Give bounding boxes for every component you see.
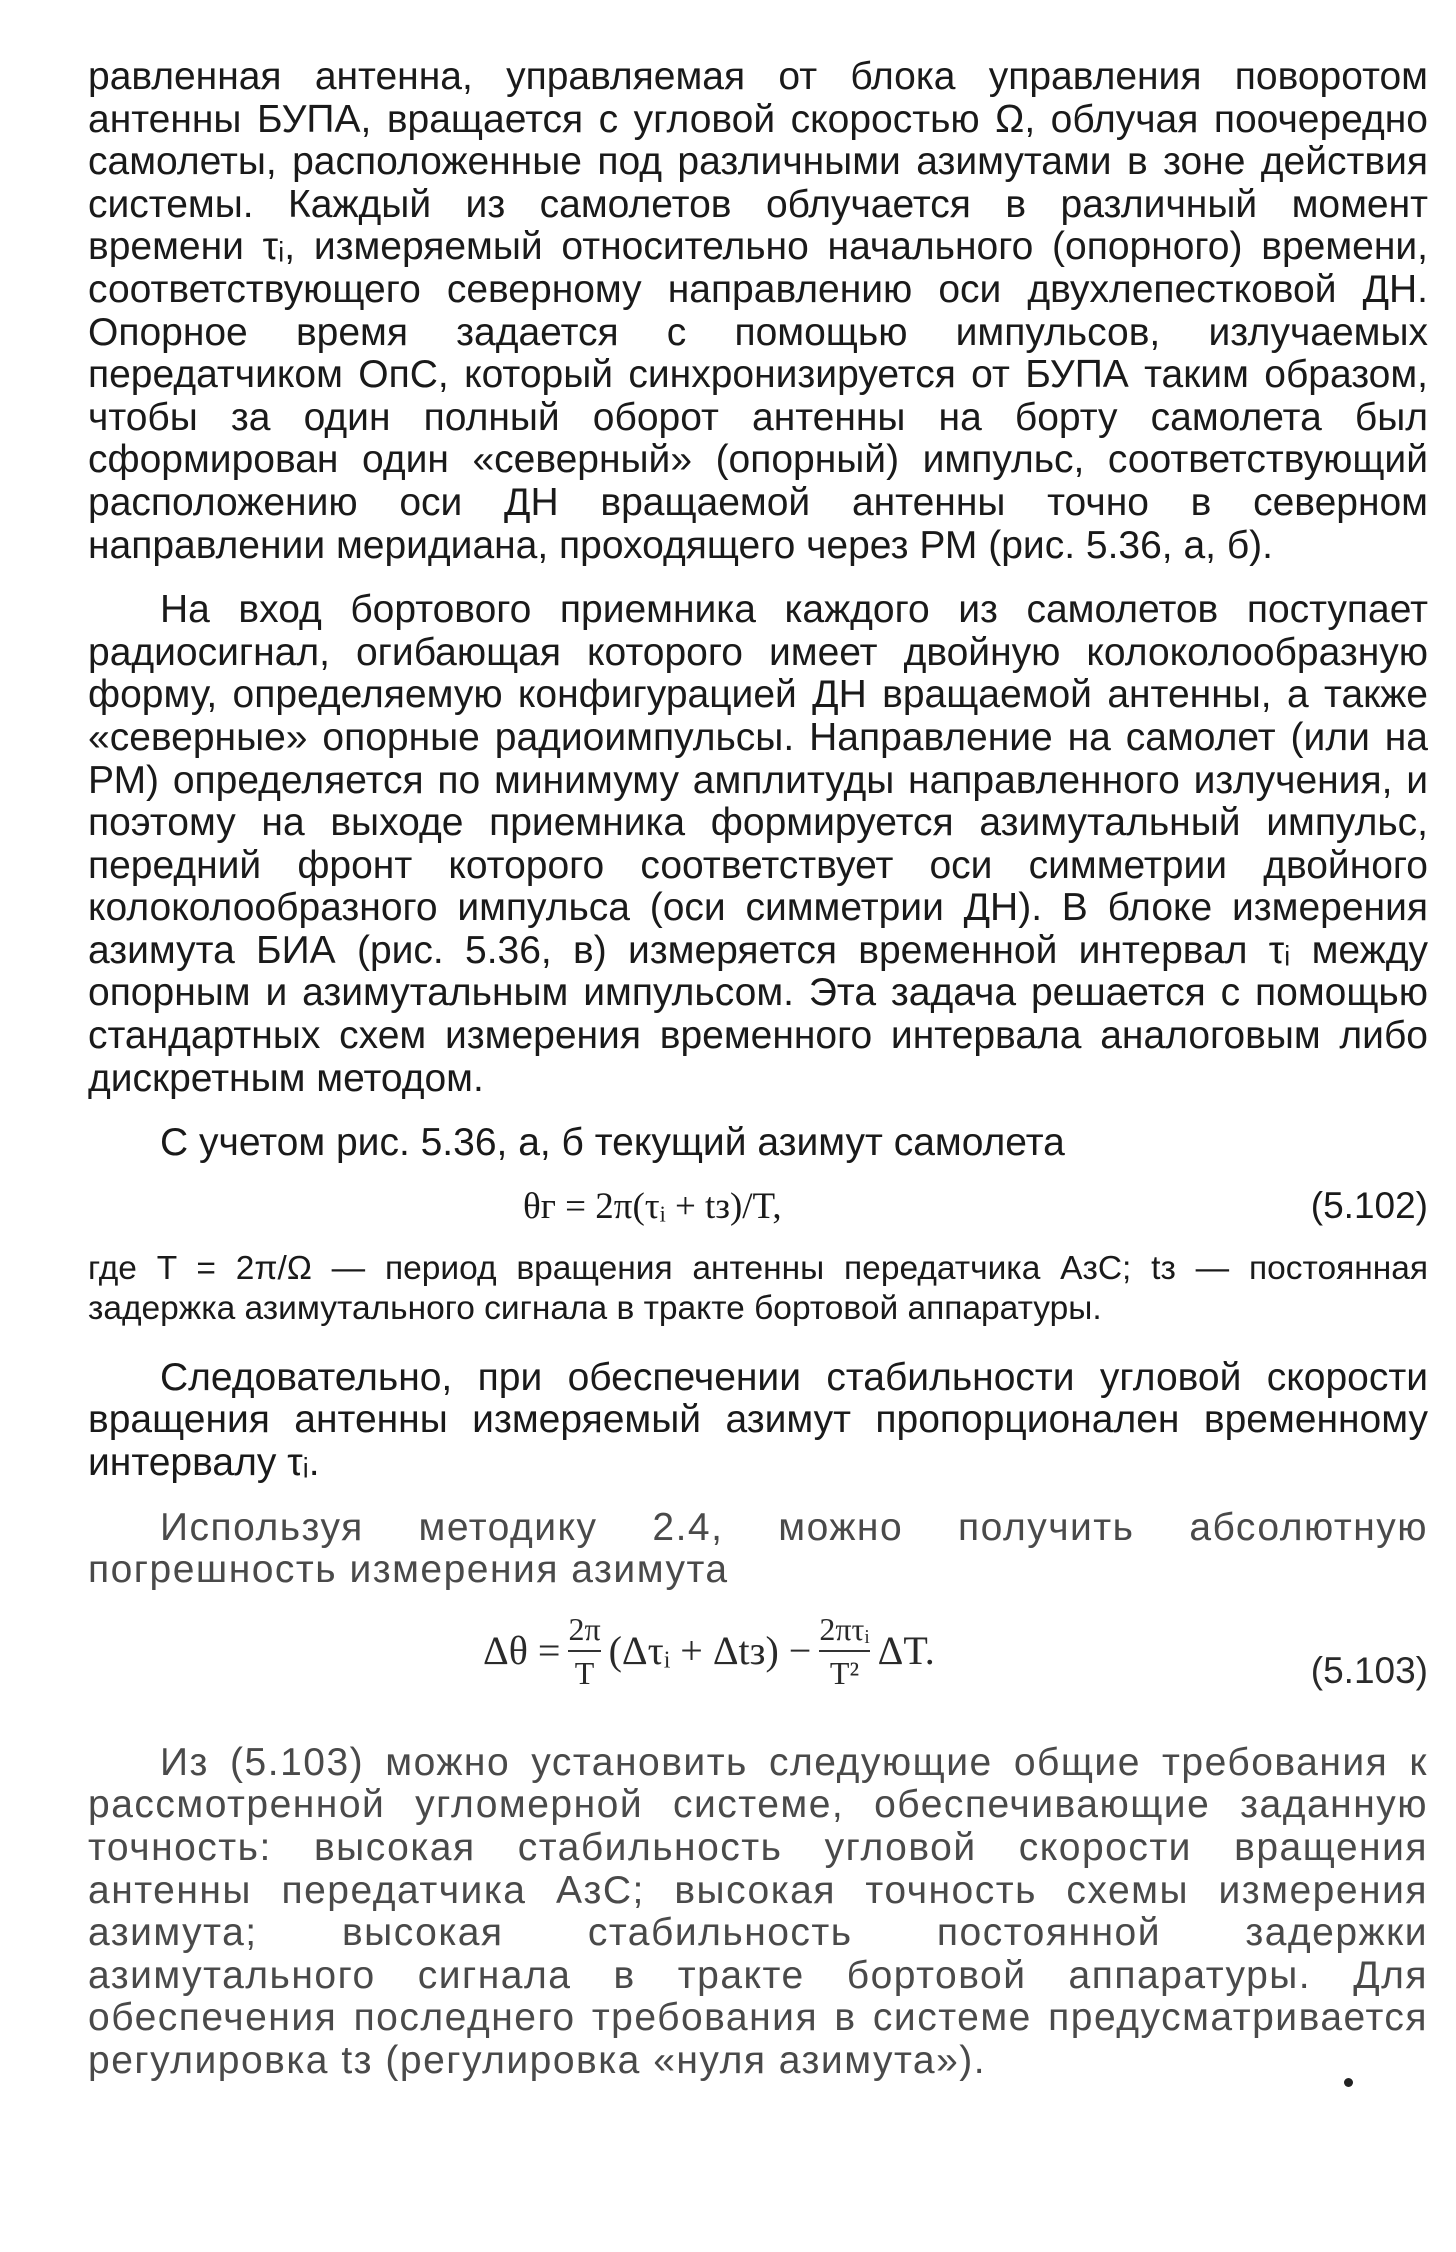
formula-5-103	[88, 1592, 1428, 1742]
paragraph-5: Следовательно, при обеспечении стабильности угловой скорости вращения антенны измеряемый азимут пропорционален временному интервалу τᵢ.	[88, 1355, 1428, 1485]
formula-5-102	[88, 1165, 1428, 1249]
formula-5-103-fraction-2-denominator: T²	[829, 1654, 860, 1691]
formula-5-103-fraction-2	[819, 1608, 869, 1694]
formula-5-103-middle: (Δτᵢ + Δtз) −	[608, 1628, 812, 1674]
paragraph-3: С учетом рис. 5.36, а, б текущий азимут самолета	[160, 1121, 1065, 1165]
formula-5-103-fraction-1-denominator: T	[574, 1654, 595, 1691]
formula-5-103-lhs: Δθ =	[483, 1628, 561, 1674]
formula-5-103-tail: ΔT.	[877, 1628, 935, 1674]
formula-5-103-fraction-1-numerator: 2π	[568, 1610, 601, 1647]
formula-5-103-expression	[483, 1608, 935, 1694]
paragraph-1: равленная антенна, управляемая от блока управления поворотом антенны БУПА, вращается с угловой скоростью Ω, облучая поочередно самолеты, расположенные под различными азимутами в зоне действия системы. Каждый из самолетов облучается в различный момент времени τᵢ, измеряемый относительно начального (опорного) времени, соответствующего северному направлению оси двухлепестковой ДН. Опорное время задается с помощью импульсов, излучаемых передатчиком ОпС, который синхронизируется от БУПА таким образом, чтобы за один полный оборот антенны на борту самолета был сформирован один «северный» (опорный) импульс, соответствующий расположению оси ДН вращаемой антенны точно в северном направлении меридиана, проходящего через РМ (рис. 5.36, а, б).	[88, 55, 1428, 567]
stray-dot-mark	[1344, 2078, 1353, 2087]
formula-5-103-fraction-1	[568, 1608, 600, 1694]
formula-5-102-expression: θг = 2π(τᵢ + tз)/T,	[523, 1185, 782, 1227]
formula-5-103-number: (5.103)	[1310, 1649, 1428, 1691]
page-text	[88, 56, 1428, 2083]
paragraph-7: Из (5.103) можно установить следующие общие требования к рассмотренной угломерной системе, обеспечивающие заданную точность: высокая стабильность угловой скорости вращения антенны передатчика АзС; высокая точность схемы измерения азимута; высокая стабильность постоянной задержки азимутального сигнала в тракте бортовой аппаратуры. Для обеспечения последнего требования в системе предусматривается регулировка tз (регулировка «нуля азимута»).	[88, 1740, 1428, 2082]
paragraph-2: На вход бортового приемника каждого из самолетов поступает радиосигнал, огибающая которого имеет двойную колоколообразную форму, определяемую конфигурацией ДН вращаемой антенны, а также «северные» опорные радиоимпульсы. Направление на самолет (или на РМ) определяется по минимуму амплитуды направленного излучения, и поэтому на выходе приемника формируется азимутальный импульс, передний фронт которого соответствует оси симметрии двойного колоколообразного импульса (оси симметрии ДН). В блоке измерения азимута БИА (рис. 5.36, в) измеряется временной интервал τᵢ между опорным и азимутальным импульсом. Эта задача решается с помощью стандартных схем измерения временного интервала аналоговым либо дискретным методом.	[88, 588, 1428, 1100]
formula-5-102-number: (5.102)	[1310, 1184, 1428, 1226]
paragraph-4: где T = 2π/Ω — период вращения антенны передатчика АзС; tз — постоянная задержка азимутального сигнала в тракте бортовой аппаратуры.	[88, 1249, 1428, 1327]
formula-5-103-fraction-2-numerator: 2πτᵢ	[819, 1610, 870, 1647]
paragraph-6: Используя методику 2.4, можно получить абсолютную погрешность измерения азимута	[88, 1505, 1428, 1592]
